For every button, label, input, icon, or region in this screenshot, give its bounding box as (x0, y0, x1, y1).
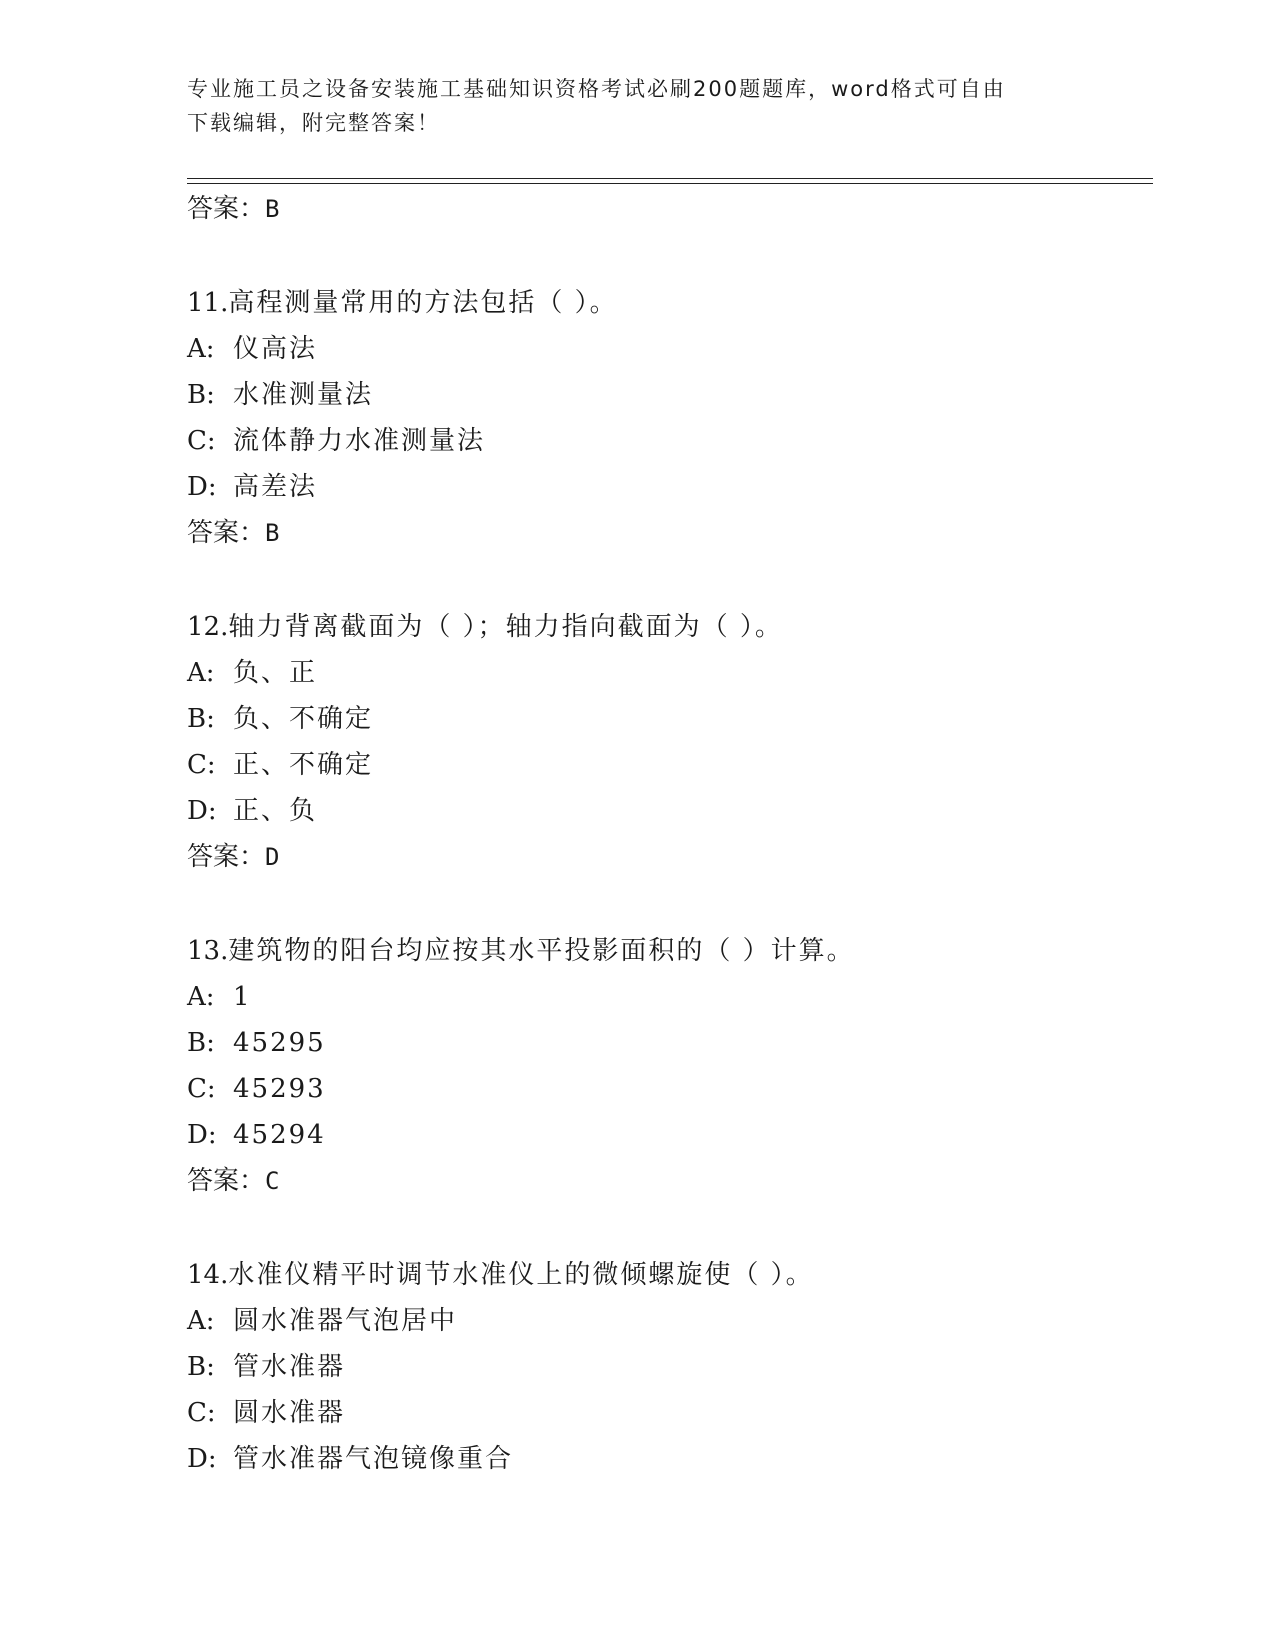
option-item (187, 696, 1147, 742)
option-letter: A: (187, 1306, 215, 1336)
header-line-2: 下载编辑，附完整答案！ (187, 111, 440, 135)
question-number: 11. (187, 288, 229, 318)
option-letter: D: (187, 472, 217, 502)
answer-value: B (265, 519, 280, 547)
answer-line (187, 1158, 1147, 1204)
document-header (187, 72, 1077, 140)
option-letter: D: (187, 1120, 217, 1150)
answer-line (187, 186, 1147, 232)
option-item (187, 464, 1147, 510)
option-text: 圆水准器 (233, 1398, 346, 1428)
option-letter: B: (187, 380, 215, 410)
option-item (187, 326, 1147, 372)
questions-container (187, 280, 1147, 1482)
answer-line (187, 834, 1147, 880)
option-text: 45293 (233, 1074, 326, 1104)
answer-value: C (265, 1167, 280, 1195)
option-text: 仪高法 (233, 334, 318, 364)
option-text: 1 (233, 982, 252, 1012)
question-block (187, 1252, 1147, 1482)
option-text: 45294 (233, 1120, 326, 1150)
question-text: 高程测量常用的方法包括（ ）。 (228, 288, 618, 318)
option-text: 正、不确定 (233, 750, 374, 780)
option-item (187, 1390, 1147, 1436)
option-item (187, 418, 1147, 464)
option-item (187, 1344, 1147, 1390)
question-number: 12. (187, 612, 229, 642)
option-letter: D: (187, 1444, 217, 1474)
option-letter: C: (187, 1398, 216, 1428)
answer-line (187, 510, 1147, 556)
question-block (187, 604, 1147, 880)
question-stem (187, 280, 1147, 326)
question-list (187, 186, 1147, 1482)
option-item (187, 372, 1147, 418)
option-letter: A: (187, 334, 215, 364)
question-text: 建筑物的阳台均应按其水平投影面积的（ ）计算。 (228, 936, 855, 966)
question-text: 轴力背离截面为（ ）；轴力指向截面为（ ）。 (228, 612, 783, 642)
option-item (187, 1298, 1147, 1344)
option-letter: C: (187, 750, 216, 780)
question-stem (187, 1252, 1147, 1298)
option-letter: C: (187, 1074, 216, 1104)
option-letter: D: (187, 796, 217, 826)
question-text: 水准仪精平时调节水准仪上的微倾螺旋使（ ）。 (228, 1260, 814, 1290)
option-item (187, 974, 1147, 1020)
option-text: 水准测量法 (233, 380, 374, 410)
option-item (187, 650, 1147, 696)
option-text: 管水准器 (233, 1352, 346, 1382)
question-number: 14. (187, 1260, 229, 1290)
answer-value: D (265, 843, 280, 871)
option-letter: B: (187, 704, 215, 734)
question-stem (187, 928, 1147, 974)
question-number: 13. (187, 936, 229, 966)
option-text: 高差法 (233, 472, 318, 502)
answer-label: 答案： (187, 194, 266, 224)
option-letter: B: (187, 1352, 215, 1382)
option-letter: C: (187, 426, 216, 456)
option-item (187, 1436, 1147, 1482)
answer-value: B (265, 195, 280, 223)
question-block (187, 928, 1147, 1204)
option-text: 负、正 (233, 658, 318, 688)
option-item (187, 1112, 1147, 1158)
option-text: 圆水准器气泡居中 (233, 1306, 458, 1336)
question-block (187, 280, 1147, 556)
answer-label: 答案： (187, 518, 266, 548)
option-text: 45295 (233, 1028, 326, 1058)
option-text: 流体静力水准测量法 (233, 426, 486, 456)
option-item (187, 1066, 1147, 1112)
option-item (187, 1020, 1147, 1066)
option-letter: B: (187, 1028, 215, 1058)
answer-label: 答案： (187, 842, 266, 872)
answer-label: 答案： (187, 1166, 266, 1196)
option-text: 管水准器气泡镜像重合 (233, 1444, 514, 1474)
option-letter: A: (187, 982, 215, 1012)
header-divider-top (187, 178, 1153, 179)
header-divider-bottom (187, 183, 1153, 184)
option-item (187, 788, 1147, 834)
option-text: 负、不确定 (233, 704, 374, 734)
header-line-1: 专业施工员之设备安装施工基础知识资格考试必刷200题题库，word格式可自由 (187, 77, 1006, 101)
option-text: 正、负 (233, 796, 318, 826)
option-item (187, 742, 1147, 788)
option-letter: A: (187, 658, 215, 688)
question-stem (187, 604, 1147, 650)
